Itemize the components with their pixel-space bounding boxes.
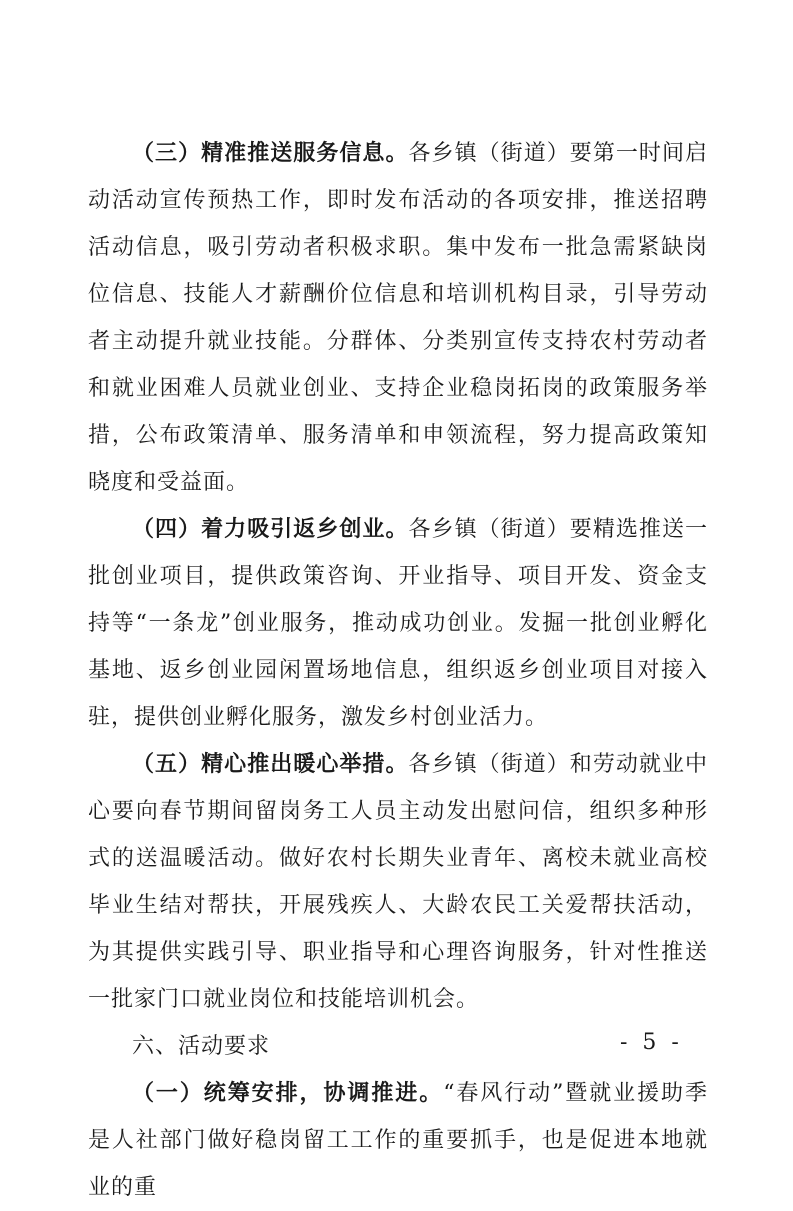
paragraph-coordination [88, 1070, 708, 1211]
document-body [88, 130, 708, 1211]
paragraph-body: 各乡镇（街道）要第一时间启动活动宣传预热工作，即时发布活动的各项安排，推送招聘活动信息，吸引劳动者积极求职。集中发布一批急需紧缺岗位信息、技能人才薪酬价位信息和培训机构目录，引导劳动者主动提升就业技能。分群体、分类别宣传支持农村劳动者和就业困难人员就业创业、支持企业稳岗拓岗的政策服务举措，公布政策清单、服务清单和申领流程，努力提高政策知晓度和受益面。 [88, 141, 708, 495]
paragraph-body: “春风行动”暨就业援助季是人社部门做好稳岗留工工作的重要抓手，也是促进本地就业的重 [88, 1081, 708, 1200]
page-number: - 5 - [620, 1030, 683, 1055]
section-heading: 六、活动要求 [132, 1034, 271, 1059]
paragraph-lead: （三）精准推送服务信息。 [132, 140, 409, 166]
paragraph-body: 各乡镇（街道）和劳动就业中心要向春节期间留岗务工人员主动发出慰问信，组织多种形式的送温暖活动。做好农村长期失业青年、离校未就业高校毕业生结对帮扶，开展残疾人、大龄农民工关爱帮扶活动，为其提供实践引导、职业指导和心理咨询服务，针对性推送一批家门口就业岗位和技能培训机会。 [88, 752, 708, 1012]
paragraph-return-entrepreneurship [88, 506, 708, 741]
paragraph-lead: （四）着力吸引返乡创业。 [132, 516, 409, 542]
paragraph-lead: （五）精心推出暖心举措。 [132, 751, 409, 777]
paragraph-body: 各乡镇（街道）要精选推送一批创业项目，提供政策咨询、开业指导、项目开发、资金支持等“一条龙”创业服务，推动成功创业。发掘一批创业孵化基地、返乡创业园闲置场地信息，组织返乡创业项目对接入驻，提供创业孵化服务，激发乡村创业活力。 [88, 517, 708, 730]
paragraph-warm-measures [88, 741, 708, 1023]
paragraph-lead: （一）统筹安排，协调推进。 [132, 1080, 444, 1106]
paragraph-precise-service-info [88, 130, 708, 506]
